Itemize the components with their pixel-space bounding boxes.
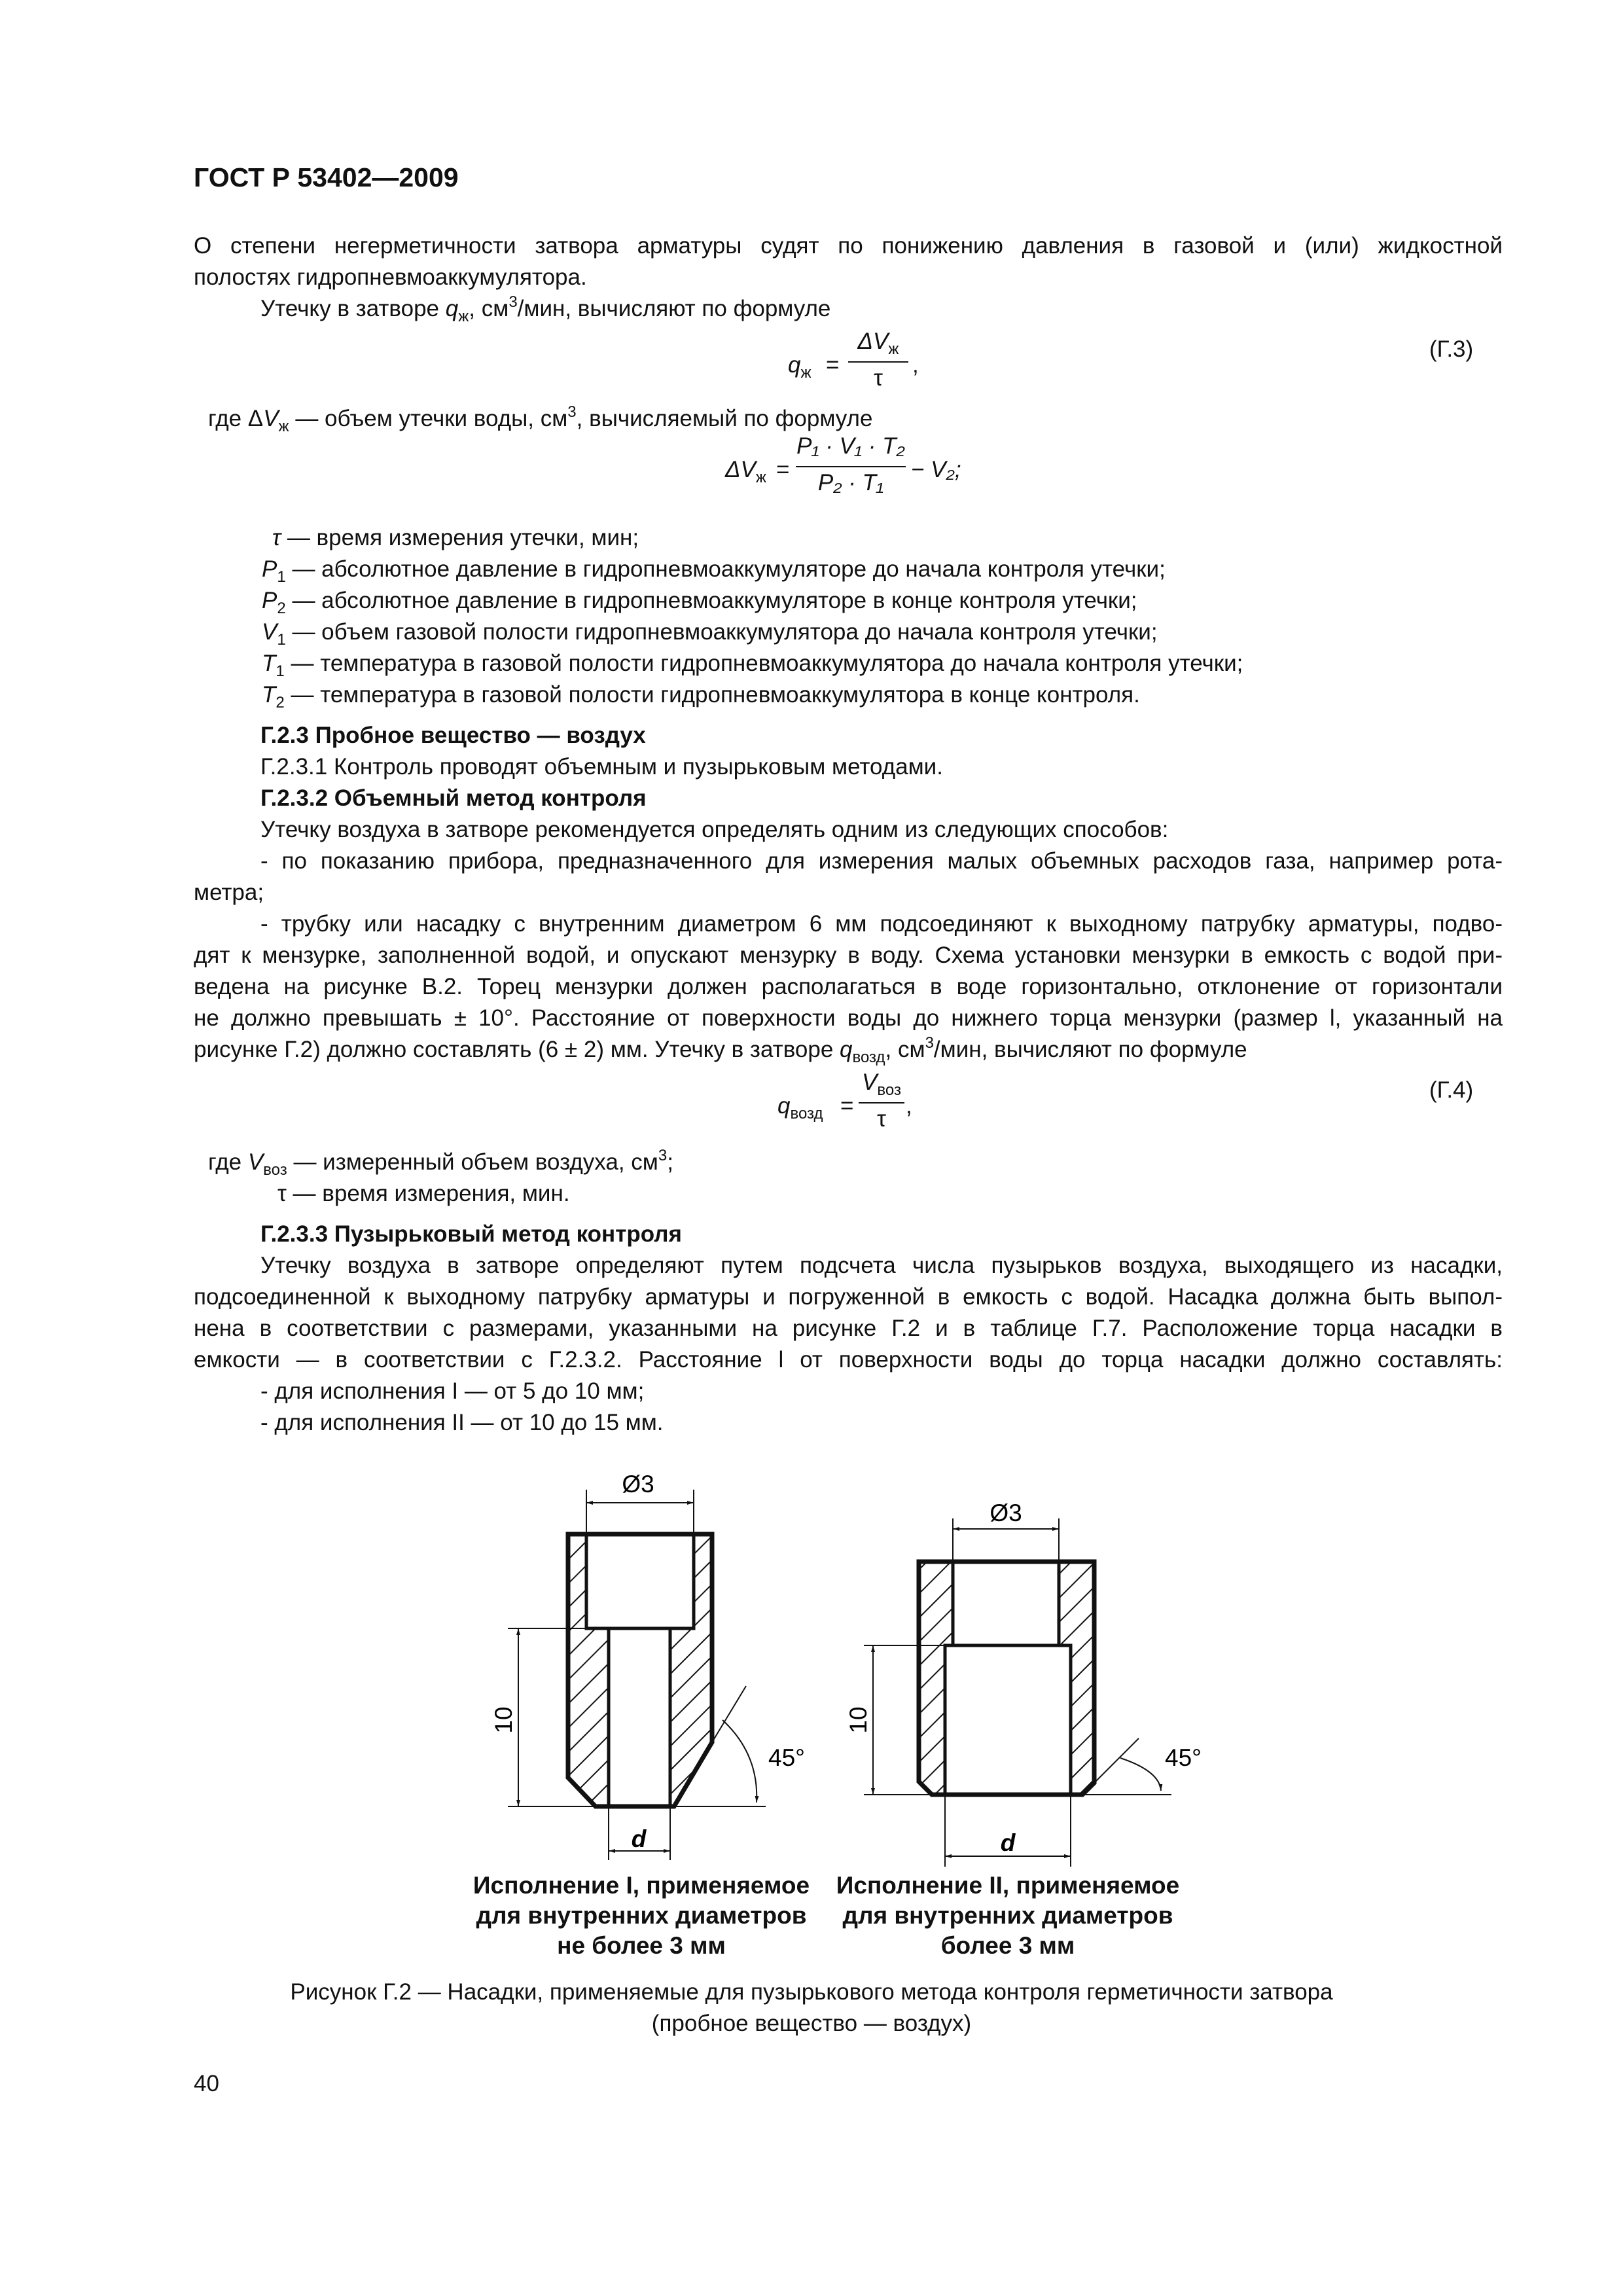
where-line: где $\Delta V_ж$ — объем утечки воды, $см^3$, вычисляемый по формуле: [208, 403, 873, 435]
definition-item: $V_1$ — объем газовой полости гидропневмоаккумулятора до начала контроля утечки;: [262, 619, 1158, 649]
formula-number: (Г.3): [1429, 336, 1474, 362]
figure-caption: (пробное вещество — воздух): [651, 2011, 972, 2036]
paragraph-line: не должно превышать ± 10°. Расстояние от поверхности воды до нижнего торца мензурки (размер l, указанный на: [194, 1005, 1503, 1031]
document-header: ГОСТ Р 53402—2009: [194, 162, 459, 192]
left-angle-label: 45°: [768, 1744, 805, 1771]
paragraph-line: ведена на рисунке В.2. Торец мензурки должен располагаться в воде горизонтально, отклонение от горизонтали: [194, 974, 1503, 999]
definition-item: τ — время измерения утечки, мин;: [272, 525, 639, 550]
right-angle-label: 45°: [1165, 1744, 1202, 1771]
paragraph-line: рисунке Г.2) должно составлять (6 ± 2) мм. Утечку в затворе $q_{возд}$, $см^3$/мин, вычисляют по формуле: [194, 1034, 1247, 1066]
nozzle-version-1: [508, 1490, 766, 1860]
paragraph-line: нена в соответствии с размерами, указанными на рисунке Г.2 и в таблице Г.7. Расположение торца насадки в: [194, 1316, 1503, 1341]
page-number: 40: [194, 2071, 219, 2096]
section-heading: Г.2.3.2 Объемный метод контроля: [260, 785, 647, 811]
left-d-label: d: [631, 1825, 647, 1852]
paragraph-line: Утечку в затворе $q_ж$, $см^3$/мин, вычисляют по формуле: [260, 293, 831, 325]
definition-item: $T_1$ — температура в газовой полости гидропневмоаккумулятора до начала контроля утечки;: [262, 651, 1243, 680]
nozzle-version-2: [864, 1518, 1171, 1867]
paragraph-line: полостях гидропневмоаккумулятора.: [194, 264, 587, 290]
right-dia-label: Ø3: [990, 1499, 1022, 1526]
left-height-label: 10: [490, 1706, 517, 1734]
right-height-label: 10: [845, 1706, 872, 1734]
paragraph-line: Г.2.3.1 Контроль проводят объемным и пузырьковым методами.: [260, 754, 943, 780]
figure-caption: Рисунок Г.2 — Насадки, применяемые для пузырькового метода контроля герметичности затвора: [290, 1979, 1333, 2005]
right-variant-caption: Исполнение II, применяемое для внутренних диаметров более 3 мм: [836, 1872, 1180, 1959]
paragraph-line: - трубку или насадку с внутренним диаметром 6 мм подсоединяют к выходному патрубку арматуры, подво-: [260, 911, 1503, 937]
section-heading: Г.2.3 Пробное вещество — воздух: [260, 723, 646, 748]
formula-number: (Г.4): [1429, 1077, 1474, 1103]
paragraph-line: О степени негерметичности затвора арматуры судят по понижению давления в газовой и (или) жидкостной: [194, 233, 1503, 259]
paragraph-line: емкости — в соответствии с Г.2.3.2. Расстояние l от поверхности воды до торца насадки должно составлять:: [194, 1347, 1503, 1372]
definition-item: $T_2$ — температура в газовой полости гидропневмоаккумулятора в конце контроля.: [262, 682, 1140, 711]
list-item: - для исполнения II — от 10 до 15 мм.: [260, 1410, 664, 1435]
where-line: τ — время измерения, мин.: [277, 1181, 570, 1206]
paragraph-line: метра;: [194, 880, 264, 905]
left-dia-label: Ø3: [622, 1471, 654, 1498]
paragraph-line: - по показанию прибора, предназначенного для измерения малых объемных расходов газа, например рота-: [260, 848, 1503, 874]
right-d-label: d: [1000, 1829, 1016, 1856]
left-variant-caption: Исполнение I, применяемое для внутренних диаметров не более 3 мм: [473, 1872, 810, 1959]
where-line: где $V_{воз}$ — измеренный объем воздуха, $см^3$;: [208, 1147, 673, 1179]
definition-item: $P_1$ — абсолютное давление в гидропневмоаккумуляторе до начала контроля утечки;: [262, 556, 1166, 586]
paragraph-line: дят к мензурке, заполненной водой, и опускают мензурку в воду. Схема установки мензурки в емкость с водой при-: [194, 942, 1503, 968]
definition-item: $P_2$ — абсолютное давление в гидропневмоаккумуляторе в конце контроля утечки;: [262, 588, 1137, 617]
paragraph-line: Утечку воздуха в затворе рекомендуется определять одним из следующих способов:: [260, 817, 1169, 842]
paragraph-line: Утечку воздуха в затворе определяют путем подсчета числа пузырьков воздуха, выходящего из насадки,: [260, 1253, 1503, 1278]
paragraph-line: подсоединенной к выходному патрубку арматуры и погруженной в емкость с водой. Насадка должна быть выпол-: [194, 1284, 1503, 1310]
list-item: - для исполнения I — от 5 до 10 мм;: [260, 1378, 645, 1404]
section-heading: Г.2.3.3 Пузырьковый метод контроля: [260, 1221, 682, 1247]
